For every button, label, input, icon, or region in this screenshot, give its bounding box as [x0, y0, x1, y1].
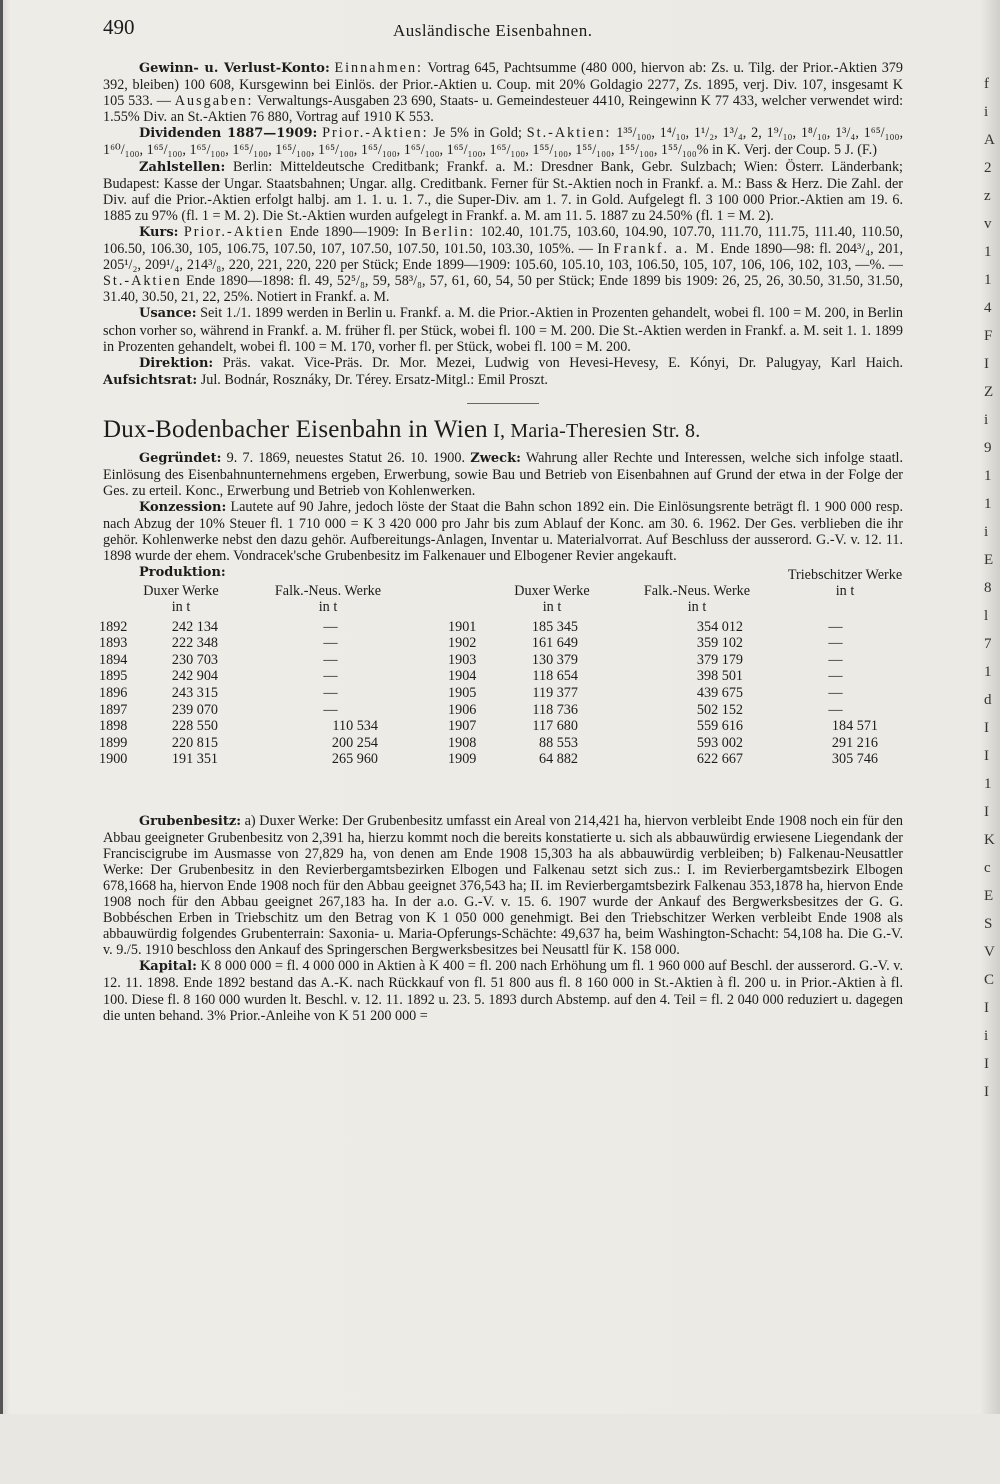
cell-duxer: 64 882 — [538, 751, 578, 768]
page-number: 490 — [103, 15, 135, 39]
cell-duxer: 117 680 — [532, 718, 578, 735]
table-row — [99, 684, 903, 701]
gegruendet-paragraph — [103, 450, 903, 499]
header-duxer-right-label: Duxer Werke — [514, 582, 590, 599]
edge-letter: 1 — [984, 272, 992, 288]
aufsichtsrat-text: Jul. Bodnár, Rosznáky, Dr. Térey. Ersatz-Mitgl.: Emil Proszt. — [197, 371, 548, 388]
edge-letter: 8 — [984, 580, 992, 596]
header-falk-right-label: Falk.-Neus. Werke — [643, 582, 751, 599]
cell-duxer: 185 345 — [531, 618, 578, 635]
header-trieb-unit: in t — [835, 582, 855, 599]
cell-year: 1905 — [448, 684, 477, 701]
direktion-text: Präs. vakat. Vice-Präs. Dr. Mor. Mezei, Ludwig von Hevesi-Hevesy, E. Kónyi, Dr. Palugyay, Karl Haich. — [213, 354, 903, 371]
table-row — [99, 618, 903, 635]
header-falk-right-unit: in t — [687, 598, 707, 615]
edge-letter: 1 — [984, 776, 992, 792]
edge-letter: l — [984, 608, 989, 624]
usance-paragraph — [103, 305, 903, 354]
gewinn-label: Gewinn- u. Verlust-Konto: — [139, 61, 330, 76]
cell-year: 1893 — [99, 635, 128, 652]
cell-duxer: 230 703 — [171, 651, 218, 668]
cell-falk: 110 534 — [332, 718, 378, 735]
kurs-frankf-label: Frankf. a. M. — [613, 241, 716, 258]
header-falk-left — [253, 583, 403, 615]
edge-letter: E — [984, 552, 994, 568]
cell-duxer: 243 315 — [171, 684, 218, 701]
kurs-label: Kurs: — [139, 224, 179, 240]
cell-year: 1895 — [99, 668, 128, 685]
dividenden-prior-text: Je 5% in Gold; — [428, 125, 527, 142]
cell-duxer: 228 550 — [171, 718, 218, 735]
cell-trieb: 291 216 — [831, 734, 878, 751]
table-row — [99, 668, 903, 685]
kurs-text-4: Ende 1890—1898: fl. 49, 52⁵/₈, 59, 58³/₈, 57, 61, 60, 54, 50 per Stück; Ende 1899 bis 1909: 26, 25, 26, 30.50, 31.50, 31.50, 31.40, 30.50, 21, 22, 25%. Notiert in Frankf. a. M. — [103, 273, 903, 306]
table-row — [99, 651, 903, 668]
zahlstellen-text: Berlin: Mitteldeutsche Creditbank; Frankf. a. M.: Dresdner Bank, Gebr. Sulzbach; Wien: Österr. Länderbank; Budapest: Kasse der Ungar. Staatsbahnen; Ungar. allg. Creditbank. Ferner für St.-Aktien noch in Frankf. a. M.: Bass & Herz. Die Zahl. der Div. auf die Prior.-Aktien erfolgt halbj. am 1. 1. u. 1. 7., die Super-Div. am 1. 7. in Gold. Aufgelegt fl. 3 100 000 Prior.-Aktien am 19. 6. 1885 zu 97% (fl. 1 = M. 2). Die St.-Aktien wurden aufgelegt in Frankf. a. M. am 11. 5. 1887 zu 24.50% (fl. 1 = M. 2). — [103, 158, 903, 224]
cell-falk: 265 960 — [331, 751, 378, 768]
zweck-text: Wahrung aller Rechte und Interessen, welche sich infolge staatl. Einlösung des Eisenbahnunternehmens ergeben, Erwerbung, sowie Bau und Betrieb von Eisenbahnen auf Grund der etwa in der Folge der Ges. zu erteil. Konc., Erwerbung und Betrieb von Kohlenwerken. — [103, 449, 903, 500]
edge-letter: 1 — [984, 244, 992, 260]
cell-trieb: 305 746 — [831, 751, 878, 768]
edge-letter: i — [984, 1028, 989, 1044]
table-row — [99, 635, 903, 652]
edge-letter: A — [984, 132, 995, 148]
konzession-label: Konzession: — [139, 500, 227, 516]
table-row — [99, 701, 903, 718]
konzession-paragraph — [103, 499, 903, 564]
edge-letter: I — [984, 356, 989, 372]
edge-letter: 1 — [984, 468, 992, 484]
edge-letter: 2 — [984, 160, 992, 176]
cell-year: 1906 — [448, 701, 477, 718]
edge-letter: i — [984, 524, 989, 540]
cell-falk: 398 501 — [696, 668, 743, 685]
edge-letter: K — [984, 832, 995, 848]
header-duxer-right-unit: in t — [542, 598, 562, 615]
konzession-text: Lautete auf 90 Jahre, jedoch löste der Staat die Bahn schon 1892 ein. Die Einlösungsrente beträgt fl. 1 900 000 resp. nach Abzug der 10% Steuer fl. 1 710 000 = K 3 420 000 pro Jahr bis zum Ablauf der Konc. am 30. 6. 1962. Der Ges. verblieben die ihr gehör. Kohlenwerke nebst den dazu gehör. Aufbereitungs-Anlagen, Inventar u. Materialvorrat. Auf Beschluss der ausserord. G.-V. v. 12. 11. 1898 wurde der ehem. Vondracek'sche Grubenbesitz im Falkenauer und Elbogener Revier angekauft. — [103, 499, 903, 565]
cell-falk: 359 102 — [696, 635, 743, 652]
company-heading — [103, 416, 903, 444]
cell-duxer: 239 070 — [171, 701, 218, 718]
section-divider — [467, 403, 539, 404]
cell-trieb: — — [828, 684, 843, 701]
header-trieb-label: Triebschitzer Werke — [787, 566, 903, 583]
direktion-paragraph — [103, 355, 903, 389]
cell-falk: — — [323, 618, 338, 635]
kapital-text: K 8 000 000 = fl. 4 000 000 in Aktien à K 400 = fl. 200 nach Erhöhung um fl. 1 960 000 auf Beschl. der ausserord. G.-V. v. 12. 11. 1898. Ende 1892 bestand das A.-K. nach Rückkauf von fl. 51 800 aus fl. 8 160 000 in St.-Aktien à fl. 200 u. in Prior.-Aktien à fl. 100. Diese fl. 8 160 000 wurden lt. Beschl. v. 12. 11. 1892 u. 23. 5. 1893 durch Abstemp. auf den 4. Teil = fl. 2 040 000 reduziert u. dagegen die unten behand. 3% Prior.-Anleihe von K 51 200 000 = — [103, 958, 903, 1024]
edge-letter: F — [984, 328, 993, 344]
dividenden-paragraph — [103, 125, 903, 158]
cell-trieb: — — [828, 701, 843, 718]
cell-year: 1892 — [99, 618, 128, 635]
cell-duxer: 220 815 — [171, 734, 218, 751]
cell-falk: 379 179 — [696, 651, 743, 668]
cell-trieb: 184 571 — [831, 718, 878, 735]
cell-duxer: 161 649 — [531, 635, 578, 652]
kapital-paragraph — [103, 958, 903, 1023]
cell-year: 1901 — [448, 618, 477, 635]
grubenbesitz-text: a) Duxer Werke: Der Grubenbesitz umfasst ein Areal von 214,421 ha, hiervon verbleibt Ende 1908 noch ein für den Abbau geeigneter Grubenbesitz von 2,391 ha, hierzu kommt noch die bereits konstatierte u. sich als abbauwürdig erwiesene Liegendank der Franciscigrube im Ausmasse von 27,829 ha, von denen am Ende 1908 15,303 ha als abbauwürdig verbleiben; b) Falkenau-Neusattler Werke: Der Grubenbesitz in den Revierbergamtsbezirken Elbogen und Falkenau setzt sich zus.: I. im Revierbergamtsbezirk Elbogen 678,1668 ha, hiervon Ende 1908 noch für den Abbau geeignet 376,543 ha; II. im Revierbergamtsbezirk Falkenau 353,1878 ha, hiervon Ende 1908 noch für den Abbau geeignet 267,183 ha. In der a.o. G.-V. v. 15. 6. 1907 wurde der Ankauf des Bergwerksbesitzes der G. G. Bobbéschen Erben in Triebschitz um den Betrag von K 1 050 000 genehmigt. Bei den Triebschitzer Werken verbleibt Ende 1908 als abbauwürdig folgendes Grubenterrain: Saxonia- u. Maria-Opferungs-Schächte: 49,637 ha, beim Washington-Schacht: 54,108 ha. Die G.-V. v. 9./5. 1910 beschloss den Ankauf des Springerschen Bergwerksbesitzes bei Neusattl für K. 158 000. — [103, 812, 903, 959]
header-falk-right — [617, 583, 777, 615]
header-duxer-left — [121, 583, 241, 615]
cell-year: 1903 — [448, 651, 477, 668]
edge-letter: C — [984, 972, 995, 988]
usance-label: Usance: — [139, 306, 197, 322]
cell-year: 1898 — [99, 718, 128, 735]
cell-falk: — — [323, 635, 338, 652]
cell-falk: 354 012 — [696, 618, 743, 635]
cell-trieb: — — [828, 635, 843, 652]
header-duxer-left-unit: in t — [171, 598, 191, 615]
cell-falk: 502 152 — [696, 701, 743, 718]
kurs-prior-label: Prior.-Aktien — [183, 223, 285, 240]
edge-letter: 1 — [984, 496, 992, 512]
edge-letter: E — [984, 888, 994, 904]
cell-duxer: 222 348 — [171, 635, 218, 652]
company-name: Dux-Bodenbacher Eisenbahn in Wien — [103, 415, 488, 443]
prior-aktien-label: Prior.-Aktien: — [322, 125, 429, 142]
edge-letter: 1 — [984, 664, 992, 680]
edge-letter: 9 — [984, 440, 992, 456]
table-row — [99, 734, 903, 751]
st-aktien-label: St.-Aktien: — [526, 125, 612, 142]
cell-duxer: 119 377 — [532, 684, 578, 701]
table-row — [99, 718, 903, 735]
edge-letter: i — [984, 104, 989, 120]
gewinn-verlust-paragraph — [103, 60, 903, 125]
cell-falk: — — [323, 651, 338, 668]
cell-duxer: 88 553 — [538, 734, 578, 751]
page-header — [103, 15, 903, 45]
edge-letter: I — [984, 1084, 989, 1100]
direktion-label: Direktion: — [139, 355, 214, 371]
edge-letter: i — [984, 412, 989, 428]
cell-trieb: — — [828, 651, 843, 668]
edge-letter: v — [984, 216, 992, 232]
text-column — [99, 60, 904, 1024]
cell-falk: — — [323, 684, 338, 701]
running-title: Ausländische Eisenbahnen. — [393, 21, 593, 40]
edge-letter: Z — [984, 384, 994, 400]
kurs-text-2: 102.40, 101.75, 103.60, 104.90, 107.70, 111.70, 111.75, 111.40, 110.50, 106.50, 106.30, 105, 106.75, 107.50, 107, 107.50, 107.50, 101.50, 103.30, 105%. — In — [103, 223, 903, 258]
edge-letter: S — [984, 916, 993, 932]
edge-letter: d — [984, 692, 992, 708]
edge-letter: I — [984, 720, 989, 736]
cell-falk: 622 667 — [696, 751, 743, 768]
cell-falk: 439 675 — [696, 684, 743, 701]
header-trieb — [787, 567, 903, 599]
cell-duxer: 191 351 — [171, 751, 218, 768]
cell-year: 1907 — [448, 718, 477, 735]
table-row — [99, 751, 903, 768]
edge-letter: c — [984, 860, 991, 876]
produktion-label: Produktion: — [139, 564, 226, 580]
binding-edge — [0, 0, 3, 1414]
einnahmen-text: Vortrag 645, Pachtsumme (480 000, hiervon ab: Zs. u. Tilg. der Prior.-Aktien 379 392, bleiben) 100 608, Kursgewinn bei Einlös. der Prior.-Aktien u. Coup. mit 20% Goldagio 2277, Zs. 1895, verj. Div. 107, insgesamt K 105 533. — — [103, 60, 903, 110]
edge-letter: f — [984, 76, 989, 92]
kapital-label: Kapital: — [139, 959, 197, 975]
header-falk-left-unit: in t — [318, 598, 338, 615]
cell-falk: 200 254 — [331, 734, 378, 751]
aufsichtsrat-label: Aufsichtsrat: — [103, 372, 198, 388]
dividenden-label: Dividenden 1887—1909: — [139, 126, 318, 142]
edge-letter: I — [984, 1000, 989, 1016]
cell-year: 1902 — [448, 635, 477, 652]
cell-year: 1900 — [99, 751, 128, 768]
cell-falk: — — [323, 701, 338, 718]
kurs-text-1: Ende 1890—1909: In — [284, 223, 422, 240]
cell-falk: — — [323, 668, 338, 685]
edge-letter: 7 — [984, 636, 992, 652]
edge-letter: I — [984, 1056, 989, 1072]
ausgaben-text: Verwaltungs-Ausgaben 23 690, Staats- u. Gemeindesteuer 4410, Reingewinn K 77 433, welcher verwendet wird: 1.55% Div. an St.-Aktien 76 880, Vortrag auf 1910 K 553. — [103, 93, 904, 126]
cell-year: 1896 — [99, 684, 128, 701]
cell-year: 1897 — [99, 701, 128, 718]
header-falk-left-label: Falk.-Neus. Werke — [274, 582, 382, 599]
gegruendet-label: Gegründet: — [139, 450, 222, 466]
edge-letter: z — [984, 188, 991, 204]
cell-falk: 593 002 — [696, 734, 743, 751]
cell-duxer: 242 134 — [171, 618, 218, 635]
adjacent-page-edge — [984, 0, 1000, 1484]
edge-letter: V — [984, 944, 995, 960]
dividenden-st-text: 1³⁵/₁₀₀, 1⁴/₁₀, 1¹/₂, 1³/₄, 2, 1⁹/₁₀, 1⁸/₁₀, 1³/₄, 1⁶⁵/₁₀₀, 1⁶⁰/₁₀₀, 1⁶⁵/₁₀₀, 1⁶⁵/₁₀₀, 1⁶⁵/₁₀₀, 1⁶⁵/₁₀₀, 1⁶⁵/₁₀₀, 1⁶⁵/₁₀₀, 1⁶⁵/₁₀₀, 1⁶⁵/₁₀₀, 1⁶⁵/₁₀₀, 1⁵⁵/₁₀₀, 1⁵⁵/₁₀₀, 1⁵⁵/₁₀₀, 1⁵⁵/₁₀₀% in K. Verj. der Coup. 5 J. (F.) — [103, 125, 903, 159]
cell-falk: 559 616 — [696, 718, 743, 735]
cell-year: 1908 — [448, 734, 477, 751]
cell-duxer: 118 736 — [532, 701, 578, 718]
einnahmen-label: Einnahmen: — [334, 60, 423, 76]
zweck-label: Zweck: — [470, 450, 521, 466]
gegruendet-text: 9. 7. 1869, neuestes Statut 26. 10. 1900. — [221, 449, 471, 466]
kurs-berlin-label: Berlin: — [421, 223, 476, 240]
company-address: I, Maria-Theresien Str. 8. — [487, 419, 701, 442]
cell-trieb: — — [828, 618, 843, 635]
edge-letter: I — [984, 804, 989, 820]
edge-letter: I — [984, 748, 989, 764]
cell-duxer: 242 904 — [171, 668, 218, 685]
cell-year: 1904 — [448, 668, 477, 685]
ausgaben-label: Ausgaben: — [174, 93, 254, 110]
cell-duxer: 118 654 — [532, 668, 578, 685]
cell-year: 1894 — [99, 651, 128, 668]
cell-trieb: — — [828, 668, 843, 685]
header-duxer-left-label: Duxer Werke — [143, 582, 219, 599]
kurs-st-label: St.-Aktien — [103, 273, 182, 290]
header-duxer-right — [491, 583, 613, 615]
kurs-text-3: Ende 1890—98: fl. 204³/₄, 201, 205¹/₂, 209¹/₄, 214³/₈, 220, 221, 220, 220 per Stück; Ende 1899—1909: 105.60, 105.10, 103, 106.50, 105, 107, 106, 106, 102, 103, —%. — — [103, 241, 903, 274]
grubenbesitz-label: Grubenbesitz: — [139, 813, 242, 829]
cell-year: 1899 — [99, 734, 128, 751]
cell-year: 1909 — [448, 751, 477, 768]
zahlstellen-paragraph — [103, 159, 903, 224]
zahlstellen-label: Zahlstellen: — [139, 159, 226, 175]
kurs-paragraph — [103, 224, 903, 305]
edge-letter: 4 — [984, 300, 992, 316]
cell-duxer: 130 379 — [531, 651, 578, 668]
grubenbesitz-paragraph — [103, 813, 903, 959]
usance-text: Seit 1./1. 1899 werden in Berlin u. Frankf. a. M. die Prior.-Aktien in Prozenten gehandelt, wobei fl. 100 = M. 200, in Berlin schon vorher so, während in Frankf. a. M. früher fl. per Stück, wobei fl. 100 = M. 200. Die St.-Aktien werden in Frankf. a. M. seit 1. 1. 1899 in Prozenten gehandelt, wobei fl. 100 = M. 170, vorher fl. per Stück, wobei fl. 100 = M. 200. — [103, 305, 903, 355]
